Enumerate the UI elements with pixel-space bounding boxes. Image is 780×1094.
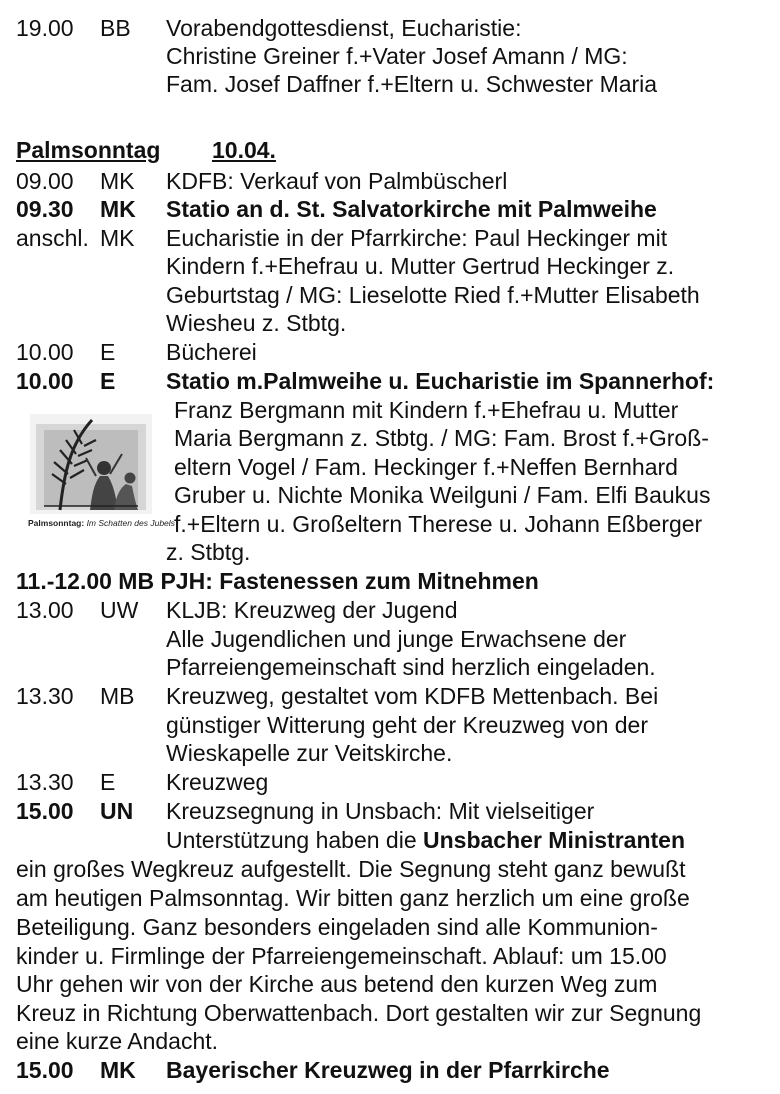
entry-location: MK xyxy=(100,168,135,194)
entry-time: 09.00 xyxy=(16,168,74,194)
entry-text: Bücherei xyxy=(166,339,257,365)
entry-text: günstiger Witterung geht der Kreuzweg von der xyxy=(166,712,648,738)
entry-text: Christine Greiner f.+Vater Josef Amann / MG: xyxy=(166,43,628,69)
entry-location: MB xyxy=(100,683,135,709)
entry-text: f.+Eltern u. Großeltern Therese u. Johann Eßberger xyxy=(174,511,703,537)
entry-time: 15.00 xyxy=(16,1057,74,1083)
entry-text: Kindern f.+Ehefrau u. Mutter Gertrud Heckinger z. xyxy=(166,253,675,279)
paragraph-line: Uhr gehen wir von der Kirche aus betend den kurzen Weg zum xyxy=(16,971,658,997)
entry-text: Eucharistie in der Pfarrkirche: Paul Heckinger mit xyxy=(166,225,668,251)
entry-text: KLJB: Kreuzweg der Jugend xyxy=(166,597,458,623)
palm-procession-illustration-icon xyxy=(28,414,175,532)
entry-time: 10.00 xyxy=(16,368,74,394)
day-heading-date: 10.04. xyxy=(212,137,276,163)
entry-text: Kreuzweg, gestaltet vom KDFB Mettenbach. Bei xyxy=(166,683,659,709)
entry-text: Bayerischer Kreuzweg in der Pfarrkirche xyxy=(166,1057,610,1083)
entry-text: Statio m.Palmweihe u. Eucharistie im Spannerhof: xyxy=(166,368,715,394)
entry-time: 15.00 xyxy=(16,798,74,824)
paragraph-line: Beteiligung. Ganz besonders eingeladen sind alle Kommunion- xyxy=(16,914,658,940)
palm-illustration-svg xyxy=(30,414,152,514)
paragraph-line: kinder u. Firmlinge der Pfarreiengemeinschaft. Ablauf: um 15.00 xyxy=(16,943,667,969)
entry-text: KDFB: Verkauf von Palmbüscherl xyxy=(166,168,508,194)
entry-text: Statio an d. St. Salvatorkirche mit Palmweihe xyxy=(166,196,657,222)
entry-full: 11.-12.00 MB PJH: Fastenessen zum Mitnehmen xyxy=(16,568,539,594)
entry-location: E xyxy=(100,339,116,365)
entry-location: E xyxy=(100,368,116,394)
entry-text: Fam. Josef Daffner f.+Eltern u. Schwester Maria xyxy=(166,71,658,97)
entry-text: Geburtstag / MG: Lieselotte Ried f.+Mutter Elisabeth xyxy=(166,282,700,308)
entry-text: Pfarreiengemeinschaft sind herzlich eingeladen. xyxy=(166,654,656,680)
entry-text: Alle Jugendlichen und junge Erwachsene der xyxy=(166,626,627,652)
entry-location: MK xyxy=(100,225,135,251)
entry-time: 13.00 xyxy=(16,597,74,623)
illustration-caption-subtitle: Im Schatten des Jubels xyxy=(84,518,175,528)
entry-text: Kreuzweg xyxy=(166,769,269,795)
entry-text: Wieskapelle zur Veitskirche. xyxy=(166,740,453,766)
entry-time: 10.00 xyxy=(16,339,74,365)
entry-text-part: Unterstützung haben die xyxy=(166,827,424,853)
day-heading: Palmsonntag xyxy=(16,137,161,163)
illustration-caption xyxy=(28,518,175,528)
entry-location: BB xyxy=(100,15,131,41)
entry-location: MK xyxy=(100,196,136,222)
paragraph-line: eine kurze Andacht. xyxy=(16,1028,219,1054)
paragraph-line: am heutigen Palmsonntag. Wir bitten ganz herzlich um eine große xyxy=(16,885,690,911)
paragraph-line: Kreuz in Richtung Oberwattenbach. Dort gestalten wir zur Segnung xyxy=(16,1000,702,1026)
paragraph-line: ein großes Wegkreuz aufgestellt. Die Segnung steht ganz bewußt xyxy=(16,856,686,882)
entry-time: 13.30 xyxy=(16,683,74,709)
entry-text: Vorabendgottesdienst, Eucharistie: xyxy=(166,15,522,41)
entry-text xyxy=(166,826,685,854)
entry-text: eltern Vogel / Fam. Heckinger f.+Neffen Bernhard xyxy=(174,454,678,480)
entry-time: anschl. xyxy=(16,225,89,251)
entry-text: Gruber u. Nichte Monika Weilguni / Fam. Elfi Baukus xyxy=(174,482,711,508)
entry-location: MK xyxy=(100,1057,136,1083)
entry-time: 13.30 xyxy=(16,769,74,795)
entry-location: UN xyxy=(100,798,134,824)
entry-location: UW xyxy=(100,597,139,623)
illustration-caption-title: Palmsonntag: xyxy=(28,518,85,528)
entry-text: Kreuzsegnung in Unsbach: Mit vielseitiger xyxy=(166,798,595,824)
entry-text: z. Stbtg. xyxy=(166,539,251,565)
entry-text: Franz Bergmann mit Kindern f.+Ehefrau u. Mutter xyxy=(174,397,679,423)
entry-time: 09.30 xyxy=(16,196,74,222)
entry-location: E xyxy=(100,769,116,795)
entry-text: Maria Bergmann z. Stbtg. / MG: Fam. Brost f.+Groß- xyxy=(174,425,709,451)
entry-text: Wiesheu z. Stbtg. xyxy=(166,310,347,336)
entry-text-emphasis: Unsbacher Ministranten xyxy=(423,827,686,853)
entry-time: 19.00 xyxy=(16,15,74,41)
